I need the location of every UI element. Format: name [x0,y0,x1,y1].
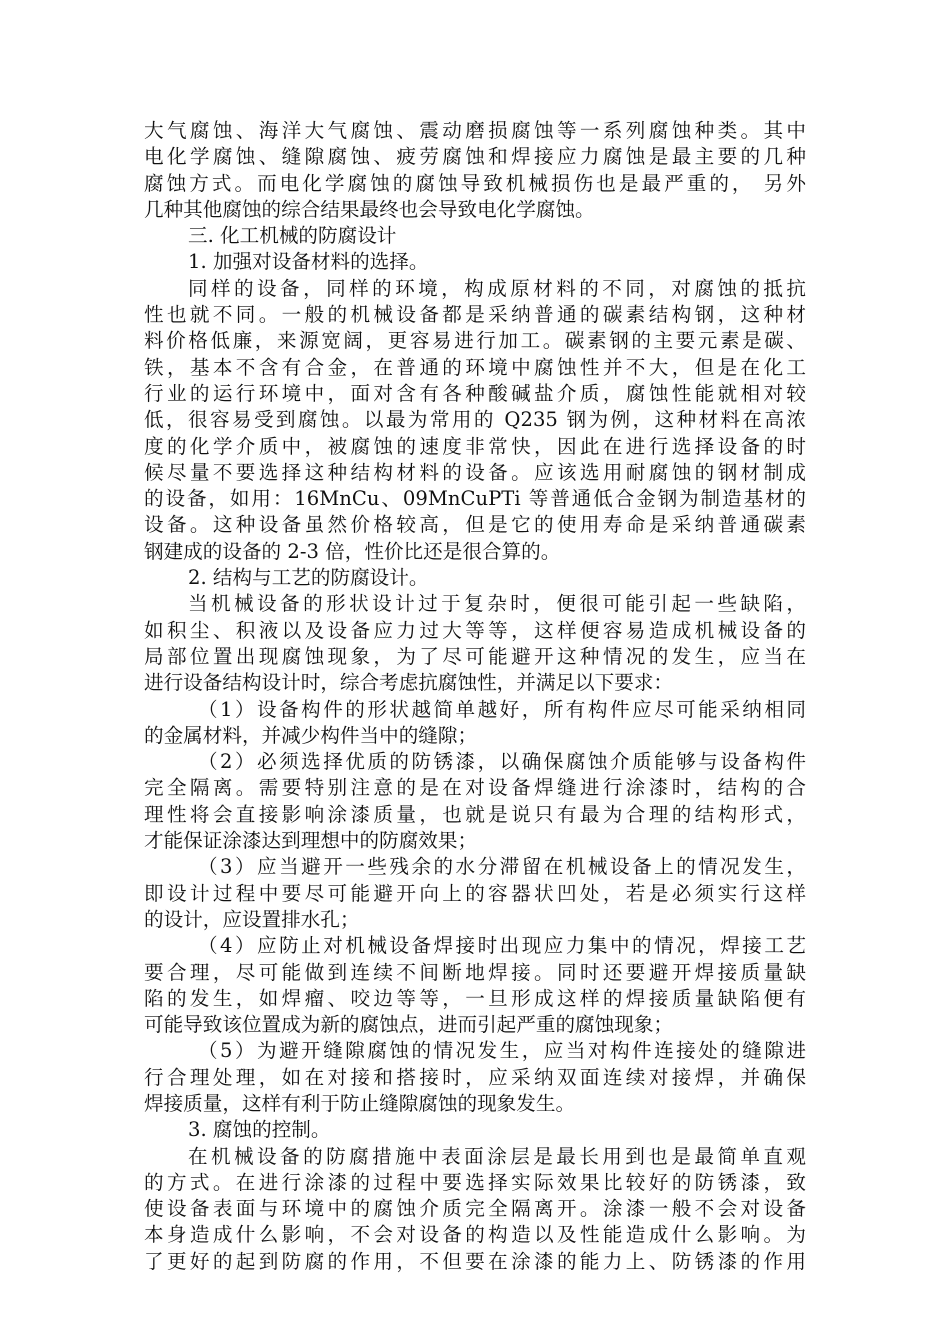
list-item-line: （3）应当避开一些残余的水分滞留在机械设备上的情况发生， [198,855,806,879]
section-heading: 三. 化工机械的防腐设计 [188,224,397,248]
text-line: 进行设备结构设计时，综合考虑抗腐蚀性，并满足以下要求： [144,671,674,695]
text-line: 本身造成什么影响，不会对设备的构造以及性能造成什么影响。为 [144,1223,806,1247]
text-line: 性也就不同。一般的机械设备都是采纳普通的碳素结构钢，这种材 [144,303,806,327]
text-line: 候尽量不要选择这种结构材料的设备。应该选用耐腐蚀的钢材制成 [144,460,806,484]
document-body [144,118,806,1275]
text-line: 钢建成的设备的 2-3 倍，性价比还是很合算的。 [144,539,561,563]
text-line: 的金属材料，并减少构件当中的缝隙； [144,723,478,747]
text-line: 低，很容易受到腐蚀。以最为常用的 Q235 钢为例，这种材料在高浓 [144,408,806,432]
text-line: 使设备表面与环境中的腐蚀介质完全隔离开。涂漆一般不会对设备 [144,1197,806,1221]
text-line: 几种其他腐蚀的综合结果最终也会导致电化学腐蚀。 [144,197,595,221]
text-line: 如积尘、积液以及设备应力过大等等，这样便容易造成机械设备的 [144,618,806,642]
text-line: 在机械设备的防腐措施中表面涂层是最长用到也是最简单直观 [188,1144,806,1168]
text-line: 即设计过程中要尽可能避开向上的容器状凹处，若是必须实行这样 [144,881,806,905]
text-line: 局部位置出现腐蚀现象，为了尽可能避开这种情况的发生，应当在 [144,644,806,668]
text-line: 当机械设备的形状设计过于复杂时，便很可能引起一些缺陷， [188,592,806,616]
list-item-line: （4）应防止对机械设备焊接时出现应力集中的情况，焊接工艺 [198,934,806,958]
text-line: 同样的设备，同样的环境，构成原材料的不同，对腐蚀的抵抗 [188,276,806,300]
text-line: 电化学腐蚀、缝隙腐蚀、疲劳腐蚀和焊接应力腐蚀是最主要的几种 [144,145,806,169]
text-line: 完全隔离。需要特别注意的是在对设备焊缝进行涂漆时，结构的合 [144,776,806,800]
text-line: 的设计，应设置排水孔； [144,907,360,931]
text-line: 铁，基本不含有合金，在普通的环境中腐蚀性并不大，但是在化工 [144,355,806,379]
list-item-line: （5）为避开缝隙腐蚀的情况发生，应当对构件连接处的缝隙进 [198,1039,806,1063]
text-line: 的方式。在进行涂漆的过程中要选择实际效果比较好的防锈漆，致 [144,1170,806,1194]
text-line: 焊接质量，这样有利于防止缝隙腐蚀的现象发生。 [144,1091,576,1115]
text-line: 料价格低廉，来源宽阔，更容易进行加工。碳素钢的主要元素是碳、 [144,329,806,353]
subsection-heading: 2. 结构与工艺的防腐设计。 [188,566,429,590]
list-item-line: （1）设备构件的形状越简单越好，所有构件应尽可能采纳相同 [198,697,806,721]
text-line: 度的化学介质中，被腐蚀的速度非常快，因此在进行选择设备的时 [144,434,806,458]
text-line: 才能保证涂漆达到理想中的防腐效果； [144,829,478,853]
text-line: 大气腐蚀、海洋大气腐蚀、震动磨损腐蚀等一系列腐蚀种类。其中 [144,119,806,142]
subsection-heading: 1. 加强对设备材料的选择。 [188,250,429,274]
text-line: 腐蚀方式。而电化学腐蚀的腐蚀导致机械损伤也是最严重的， 另外 [144,171,806,195]
list-item-line: （2）必须选择优质的防锈漆，以确保腐蚀介质能够与设备构件 [198,750,806,774]
text-line: 行业的运行环境中，面对含有各种酸碱盐介质，腐蚀性能就相对较 [144,381,806,405]
subsection-heading: 3. 腐蚀的控制。 [188,1118,331,1142]
text-line: 可能导致该位置成为新的腐蚀点，进而引起严重的腐蚀现象； [144,1013,674,1037]
text-line: 理性将会直接影响涂漆质量，也就是说只有最为合理的结构形式， [144,802,806,826]
text-line: 行合理处理，如在对接和搭接时，应采纳双面连续对接焊，并确保 [144,1065,806,1089]
text-line: 了更好的起到防腐的作用，不但要在涂漆的能力上、防锈漆的作用 [144,1249,806,1273]
text-line: 陷的发生，如焊瘤、咬边等等，一旦形成这样的焊接质量缺陷便有 [144,986,806,1010]
text-line: 要合理，尽可能做到连续不间断地焊接。同时还要避开焊接质量缺 [144,960,806,984]
text-line: 设备。这种设备虽然价格较高，但是它的使用寿命是采纳普通碳素 [144,513,806,537]
text-line: 的设备，如用：16MnCu、09MnCuPTi 等普通低合金钢为制造基材的 [144,487,806,511]
